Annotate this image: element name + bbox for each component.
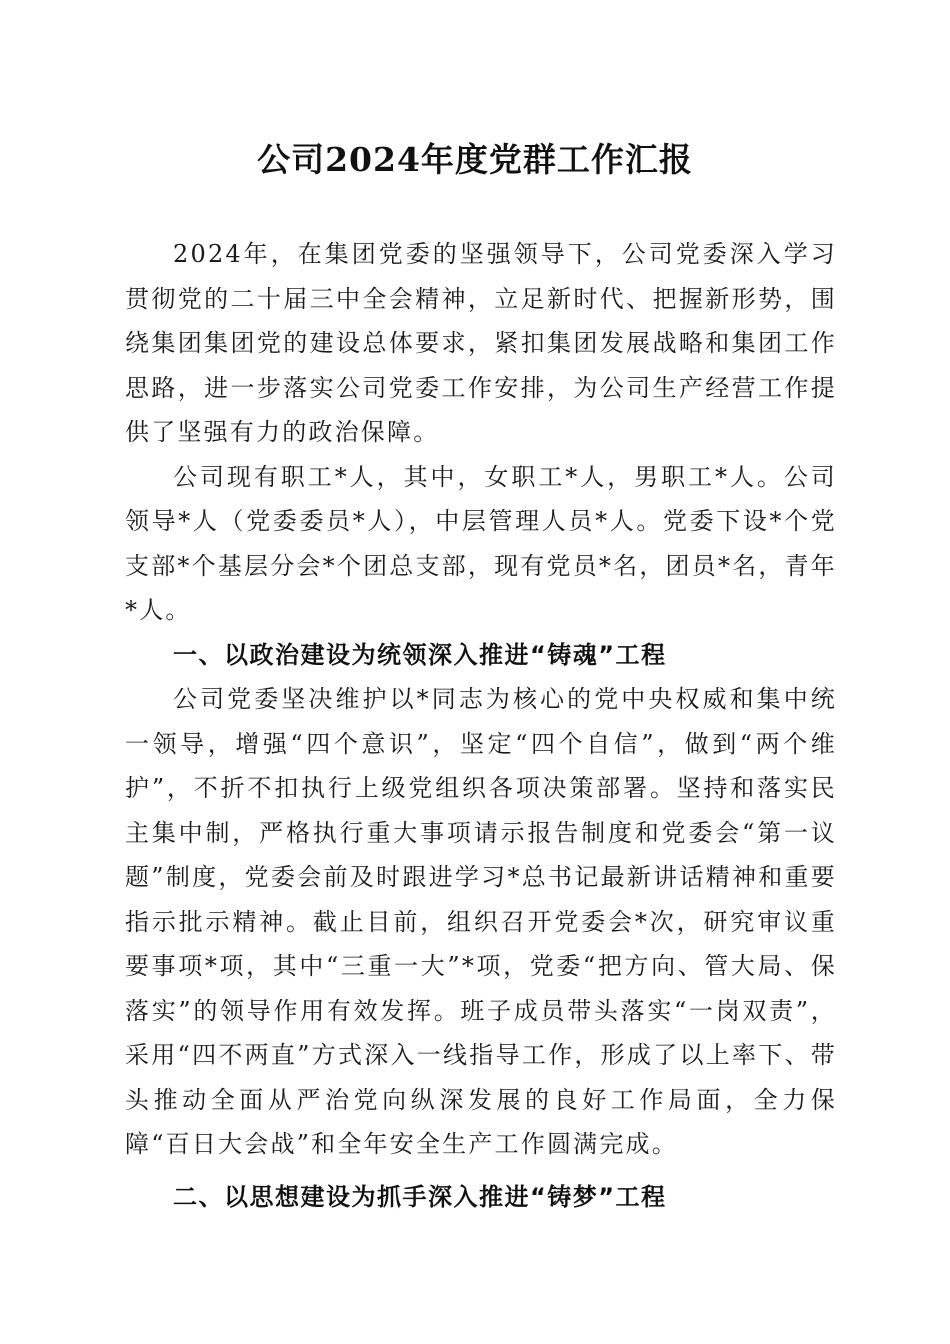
- document-body: [125, 232, 837, 1219]
- section-1-heading: 一、以政治建设为统领深入推进“铸魂”工程: [173, 640, 667, 669]
- document-title: 公司2024年度党群工作汇报: [257, 140, 693, 179]
- section-1-paragraph: 公司党委坚决维护以*同志为核心的党中央权威和集中统一领导，增强“四个意识”，坚定“四个自信”，做到“两个维护”，不折不扣执行上级党组织各项决策部署。坚持和落实民主集中制，严格执行重大事项请示报告制度和党委会“第一议题”制度，党委会前及时跟进学习*总书记最新讲话精神和重要指示批示精神。截止目前，组织召开党委会*次，研究审议重要事项*项，其中“三重一大”*项，党委“把方向、管大局、保落实”的领导作用有效发挥。班子成员带头落实“一岗双责”，采用“四不两直”方式深入一线指导工作，形成了以上率下、带头推动全面从严治党向纵深发展的良好工作局面，全力保障“百日大会战”和全年安全生产工作圆满完成。: [125, 685, 837, 1158]
- section-2-heading: 二、以思想建设为抓手深入推进“铸梦”工程: [173, 1182, 667, 1211]
- staff-paragraph: 公司现有职工*人，其中，女职工*人，男职工*人。公司领导*人（党委委员*人），中层管理人员*人。党委下设*个党支部*个基层分会*个团总支部，现有党员*名，团员*名，青年*人。: [125, 462, 837, 624]
- intro-paragraph: 2024年，在集团党委的坚强领导下，公司党委深入学习贯彻党的二十届三中全会精神，立足新时代、把握新形势，围绕集团集团党的建设总体要求，紧扣集团发展战略和集团工作思路，进一步落实公司党委工作安排，为公司生产经营工作提供了坚强有力的政治保障。: [125, 240, 837, 446]
